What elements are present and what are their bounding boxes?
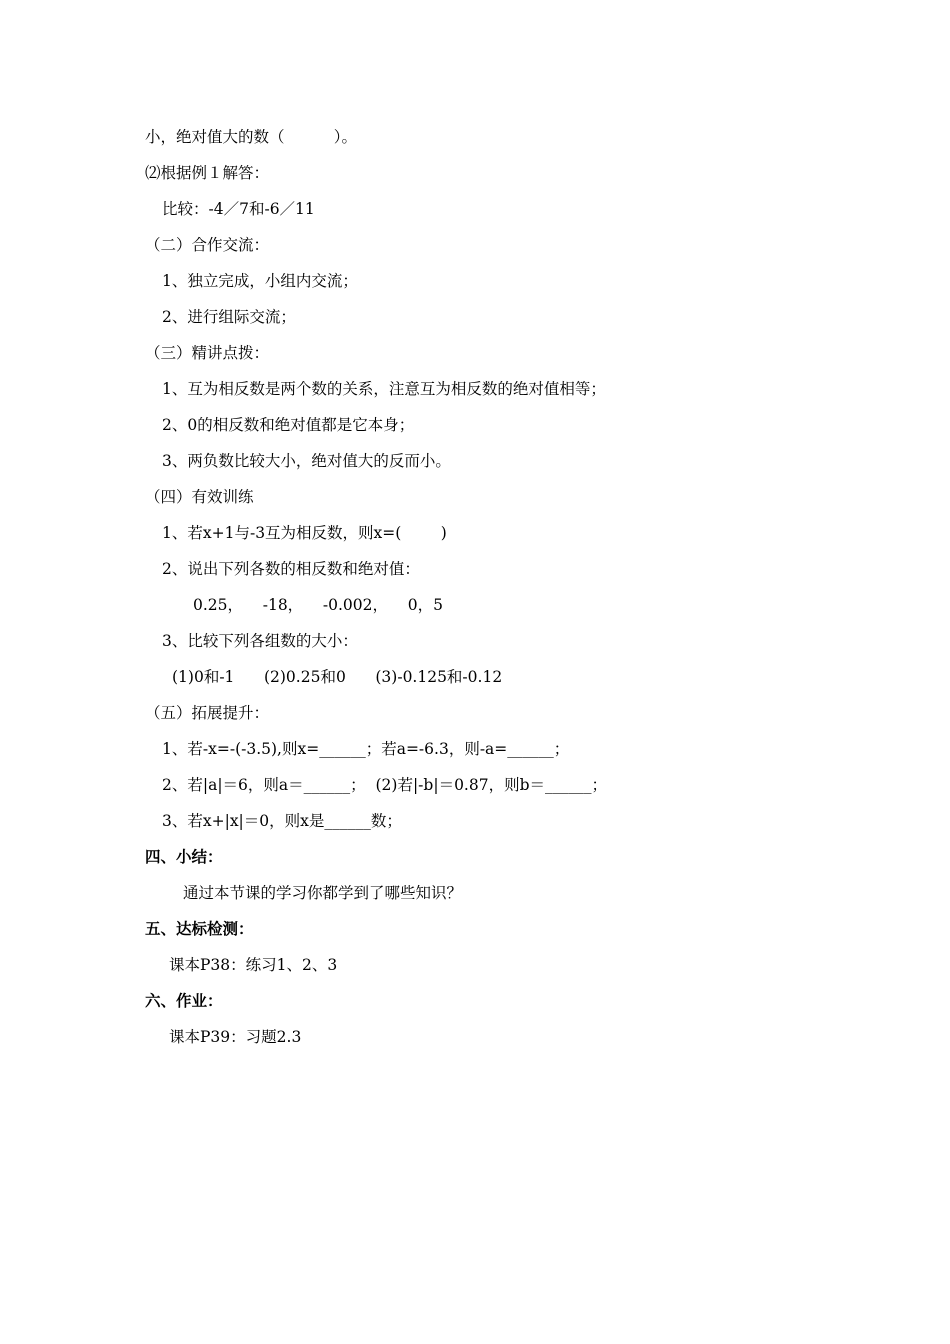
- section-heading: （四）有效训练: [145, 488, 254, 506]
- text-line: 2、0的相反数和绝对值都是它本身；: [162, 416, 415, 434]
- text-line: 2、进行组际交流；: [162, 308, 296, 326]
- section-heading: 六、作业：: [145, 992, 223, 1010]
- text-line: (1)0和-1 (2)0.25和0 (3)-0.125和-0.12: [172, 668, 503, 686]
- text-line: 3、两负数比较大小，绝对值大的反而小。: [162, 452, 451, 470]
- text-line: 0.25， -18， -0.002， 0，5: [193, 596, 443, 614]
- text-line: 课本P39：习题2.3: [169, 1028, 302, 1046]
- text-line: 1、独立完成，小组内交流；: [162, 272, 358, 290]
- text-line: 2、若|a|＝6，则a＝______； (2)若|-b|＝0.87，则b＝______；: [162, 776, 607, 794]
- text-line: 1、若x+1与-3互为相反数，则x=( ): [162, 524, 447, 542]
- section-heading: （二）合作交流：: [145, 236, 270, 254]
- section-heading: 五、达标检测：: [145, 920, 254, 938]
- text-line: 比较：-4／7和-6／11: [162, 200, 315, 218]
- text-line: 小，绝对值大的数（ ）。: [145, 128, 358, 146]
- text-line: 课本P38：练习1、2、3: [169, 956, 338, 974]
- text-line: 1、互为相反数是两个数的关系，注意互为相反数的绝对值相等；: [162, 380, 606, 398]
- text-line: 3、比较下列各组数的大小：: [162, 632, 358, 650]
- section-heading: （三）精讲点拨：: [145, 344, 270, 362]
- section-heading: 四、小结：: [145, 848, 223, 866]
- text-line: 通过本节课的学习你都学到了哪些知识？: [183, 884, 463, 902]
- text-line: 1、若-x=-(-3.5),则x=______；若a=-6.3，则-a=______；: [162, 740, 570, 758]
- section-heading: （五）拓展提升：: [145, 704, 270, 722]
- text-line: 3、若x+|x|＝0，则x是______数；: [162, 812, 402, 830]
- text-line: 2、说出下列各数的相反数和绝对值：: [162, 560, 420, 578]
- text-line: ⑵根据例１解答：: [145, 164, 270, 182]
